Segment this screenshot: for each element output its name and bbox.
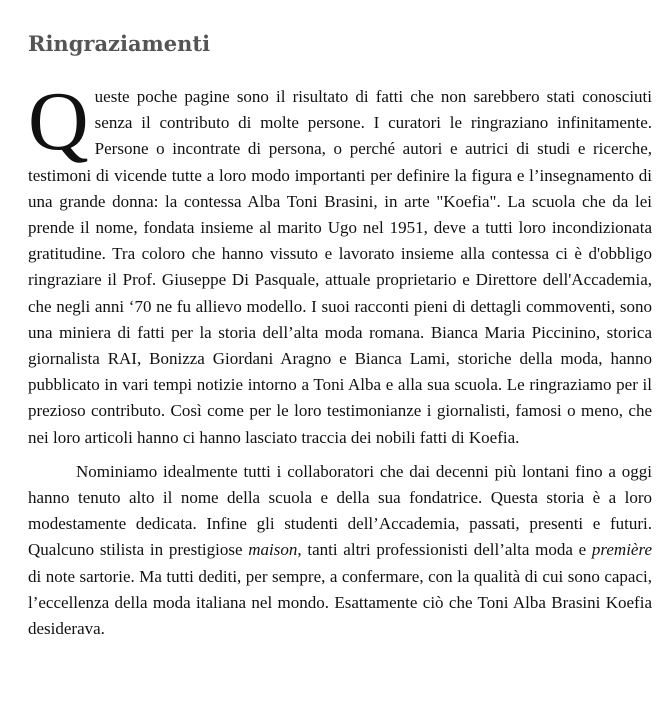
page-title: Ringraziamenti	[28, 31, 211, 56]
paragraph-2	[28, 459, 652, 642]
paragraph-2-text-c: di note sartorie. Ma tutti dediti, per sempre, a confermare, con la qualità di cui sono capaci, l’eccellenza della moda italiana nel mondo. Esattamente ciò che Toni Alba Brasini Koefia desiderava.	[28, 566, 652, 639]
document-page	[28, 30, 652, 642]
paragraph-1-text: ueste poche pagine sono il risultato di fatti che non sarebbero stati conosciuti senza il contributo di molte persone. I curatori le ringraziano infinitamente. Persone o incontrate di persona, o perché autori e autrici di studi e ricerche, testimoni di vicende tutte a loro modo importanti per definire la figura e l’insegnamento di una grande donna: la contessa Alba Toni Brasini, in arte "Koefia". La scuola che da lei prende il nome, fondata insieme al marito Ugo nel 1951, deve a tutti loro incondizionata gratitudine. Tra coloro che hanno vissuto e lavorato insieme alla contessa ci è d'obbligo ringraziare il Prof. Giuseppe Di Pasquale, attuale proprietario e Direttore dell'Accademia, che negli anni ‘70 ne fu allievo modello. I suoi racconti pieni di dettagli commoventi, sono una miniera di fatti per la storia dell’alta moda romana. Bianca Maria Piccinino, storica giornalista RAI, Bonizza Giordani Aragno e Bianca Lami, storiche della moda, hanno pubblicato in vari tempi notizie intorno a Toni Alba e alla sua scuola. Le ringraziamo per il prezioso contributo. Così come per le loro testimonianze i giornalisti, famosi o meno, che nei loro articoli hanno ci hanno lasciato traccia dei nobili fatti di Koefia.	[28, 87, 652, 447]
paragraph-2-text-b: , tanti altri professionisti dell’alta moda e	[297, 540, 592, 560]
paragraph-1	[28, 75, 652, 451]
paragraph-2-italic-maison: maison	[248, 540, 298, 560]
drop-cap: Q	[28, 75, 89, 168]
paragraph-2-italic-premiere: première	[591, 540, 653, 560]
paragraph-2-text-a: Nominiamo idealmente tutti i collaboratori che dai decenni più lontani fino a oggi hanno tenuto alto il nome della scuola e della sua fondatrice. Questa storia è a loro modestamente dedicata. Infine gli studenti dell’Accademia, passati, presenti e futuri. Qualcuno stilista in prestigiose	[28, 461, 652, 560]
